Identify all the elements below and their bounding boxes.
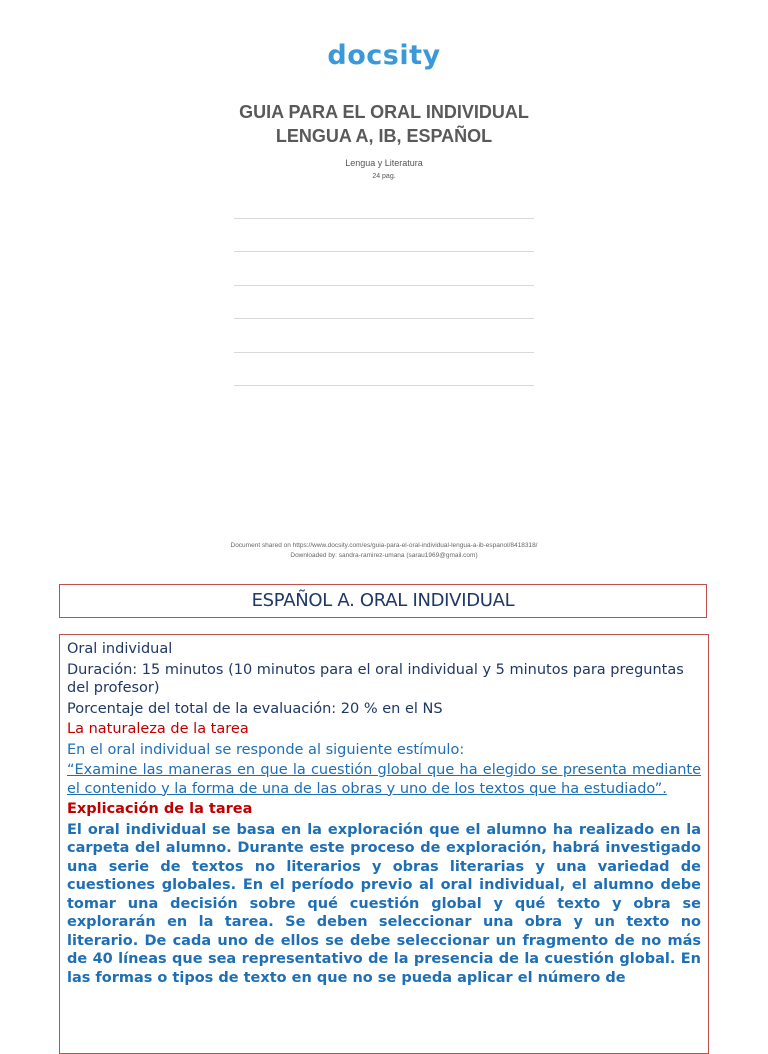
divider-line <box>234 218 534 219</box>
duration-text: Duración: 15 minutos (10 minutos para el oral individual y 5 minutos para preguntas del profesor) <box>67 661 684 696</box>
divider-line <box>234 251 534 252</box>
divider-line <box>234 385 534 386</box>
docsity-logo: docsity <box>327 40 441 71</box>
oral-label: Oral individual <box>67 641 173 657</box>
divider-line <box>234 318 534 319</box>
percentage-text: Porcentaje del total de la evaluación: 20 % en el NS <box>67 700 443 717</box>
divider-line <box>234 352 534 353</box>
document-page-count: 24 pag. <box>372 173 396 180</box>
document-subject: Lengua y Literatura <box>345 158 423 168</box>
stimulus-quote: “Examine las maneras en que la cuestión global que ha elegido se presenta mediante el contenido y la forma de una de las obras y uno de los textos que ha estudiado”. <box>67 762 701 797</box>
share-notice <box>0 541 768 561</box>
downloaded-by-text: Downloaded by: sandra-ramirez-umana (sarau1969@gmail.com) <box>290 552 478 559</box>
section-heading-box <box>59 584 707 618</box>
divider-line <box>234 285 534 286</box>
section-heading: ESPAÑOL A. ORAL INDIVIDUAL <box>251 590 515 611</box>
shared-url-text: Document shared on https://www.docsity.com/es/guia-para-el-oral-individual-lengua-a-ib-espanol/8418318/ <box>230 542 538 549</box>
document-title-line-1: GUIA PARA EL ORAL INDIVIDUAL <box>239 102 529 122</box>
stimulus-intro: En el oral individual se responde al siguiente estímulo: <box>67 741 465 758</box>
explanation-body: El oral individual se basa en la exploración que el alumno ha realizado en la carpeta del alumno. Durante este proceso de exploración, habrá investigado una serie de textos no literarios y obras literarias y una variedad de cuestiones globales. En el período previo al oral individual, el alumno debe tomar una decisión sobre qué cuestión global y qué texto y obra se explorarán en la tarea. Se deben seleccionar una obra y un texto no literario. De cada uno de ellos se debe seleccionar un fragmento de no más de 40 líneas que sea representativo de la presencia de la cuestión global. En las formas o tipos de texto en que no se pueda aplicar el número de <box>67 821 701 986</box>
document-title <box>0 100 768 148</box>
document-title-line-2: LENGUA A, IB, ESPAÑOL <box>275 126 493 146</box>
explanation-heading: Explicación de la tarea <box>67 801 253 817</box>
section-content-box <box>59 634 709 1054</box>
nature-heading: La naturaleza de la tarea <box>67 721 249 737</box>
